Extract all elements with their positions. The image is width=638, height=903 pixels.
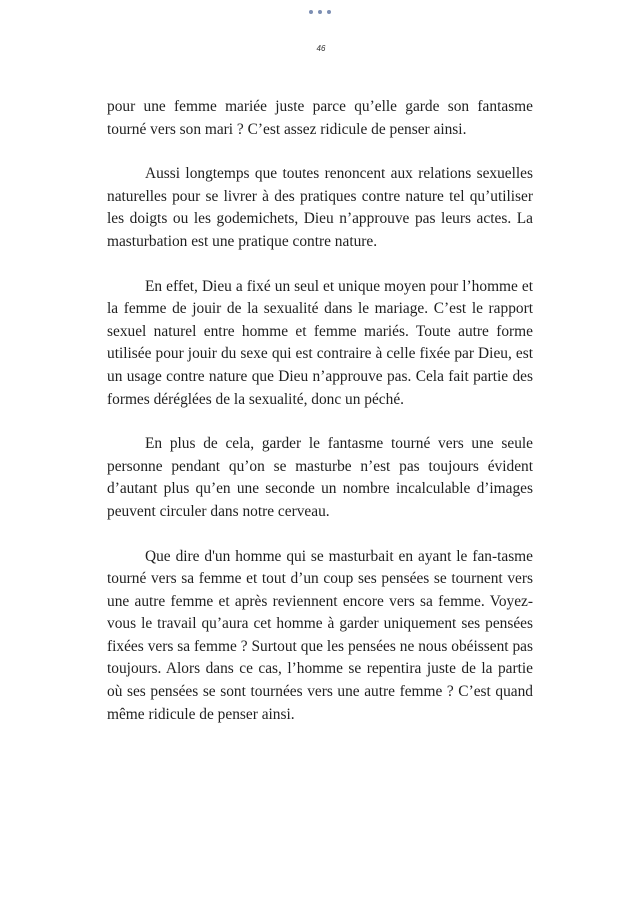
paragraph-2: Aussi longtemps que toutes renoncent aux relations sexuelles naturelles pour se livrer à des pratiques contre nature tel qu’utiliser les doigts ou les godemichets, Dieu n’approuve pas leurs actes. La masturbation est une pratique contre nature. <box>107 165 533 250</box>
page-body <box>107 96 533 726</box>
page-header <box>0 10 638 53</box>
ornament-dot <box>318 10 322 14</box>
paragraph-4: En plus de cela, garder le fantasme tourné vers une seule personne pendant qu’on se masturbe n’est pas toujours évident d’autant plus qu’en une seconde un nombre incalculable d’images peuvent circuler dans notre cerveau. <box>107 435 533 520</box>
header-dots-ornament <box>309 10 333 18</box>
ornament-dot <box>327 10 331 14</box>
paragraph-5: Que dire d'un homme qui se masturbait en ayant le fan-tasme tourné vers sa femme et tout d’un coup ses pensées se tournent vers une autre femme et après reviennent encore vers sa femme. Voyez-vous le travail qu’aura cet homme à garder uniquement ses pensées fixées vers sa femme ? Surtout que les pensées ne nous obéissent pas toujours. Alors dans ce cas, l’homme se repentira juste de la partie où ses pensées se sont tournées vers une autre femme ? C’est quand même ridicule de penser ainsi. <box>107 547 533 723</box>
ornament-dot <box>309 10 313 14</box>
page-number: 46 <box>316 44 326 53</box>
paragraph-1: pour une femme mariée juste parce qu’elle garde son fantasme tourné vers son mari ? C’est assez ridicule de penser ainsi. <box>107 98 533 138</box>
paragraph-3: En effet, Dieu a fixé un seul et unique moyen pour l’homme et la femme de jouir de la sexualité dans le mariage. C’est le rapport sexuel naturel entre homme et femme mariés. Toute autre forme utilisée pour jouir du sexe qui est contraire à celle fixée par Dieu, est un usage contre nature que Dieu n’approuve pas. Cela fait partie des formes déréglées de la sexualité, donc un péché. <box>107 277 533 408</box>
